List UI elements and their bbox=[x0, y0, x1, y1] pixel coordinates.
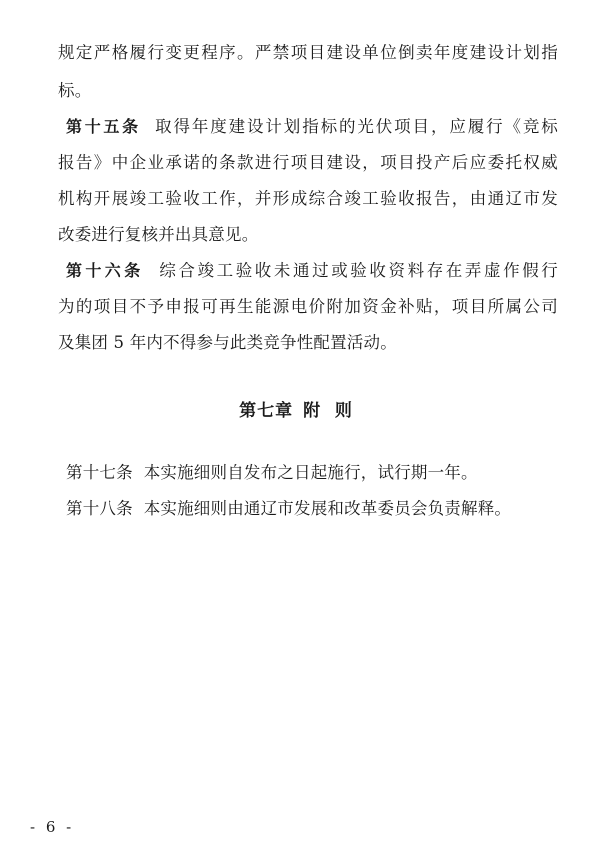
article-15-label: 第十五条 bbox=[66, 117, 141, 136]
paragraph-line: 为的项目不予申报可再生能源电价附加资金补贴，项目所属公司 bbox=[58, 297, 558, 316]
paragraph-line: 机构开展竣工验收工作，并形成综合竣工验收报告，由通辽市发 bbox=[58, 189, 558, 208]
article-16-first-line bbox=[66, 260, 558, 282]
article-18: 第十八条 本实施细则由通辽市发展和改革委员会负责解释。 bbox=[66, 499, 512, 518]
article-15-text: 取得年度建设计划指标的光伏项目，应履行《竞标 bbox=[155, 117, 558, 136]
paragraph-line: 报告》中企业承诺的条款进行项目建设，项目投产后应委托权威 bbox=[58, 153, 558, 172]
paragraph-line: 规定严格履行变更程序。严禁项目建设单位倒卖年度建设计划指 bbox=[58, 43, 558, 62]
article-16-label: 第十六条 bbox=[66, 261, 144, 280]
paragraph-line: 改委进行复核并出具意见。 bbox=[58, 225, 259, 244]
chapter-number: 第七章 bbox=[239, 401, 294, 421]
article-17: 第十七条 本实施细则自发布之日起施行，试行期一年。 bbox=[66, 463, 478, 482]
chapter-heading bbox=[0, 396, 592, 421]
article-15-first-line bbox=[66, 116, 558, 138]
article-16-text: 综合竣工验收未通过或验收资料存在弄虚作假行 bbox=[159, 261, 559, 280]
chapter-title: 附 则 bbox=[303, 401, 353, 421]
page-number: - 6 - bbox=[30, 818, 75, 836]
paragraph-line: 及集团 5 年内不得参与此类竞争性配置活动。 bbox=[58, 333, 397, 352]
paragraph-line: 标。 bbox=[58, 81, 92, 100]
